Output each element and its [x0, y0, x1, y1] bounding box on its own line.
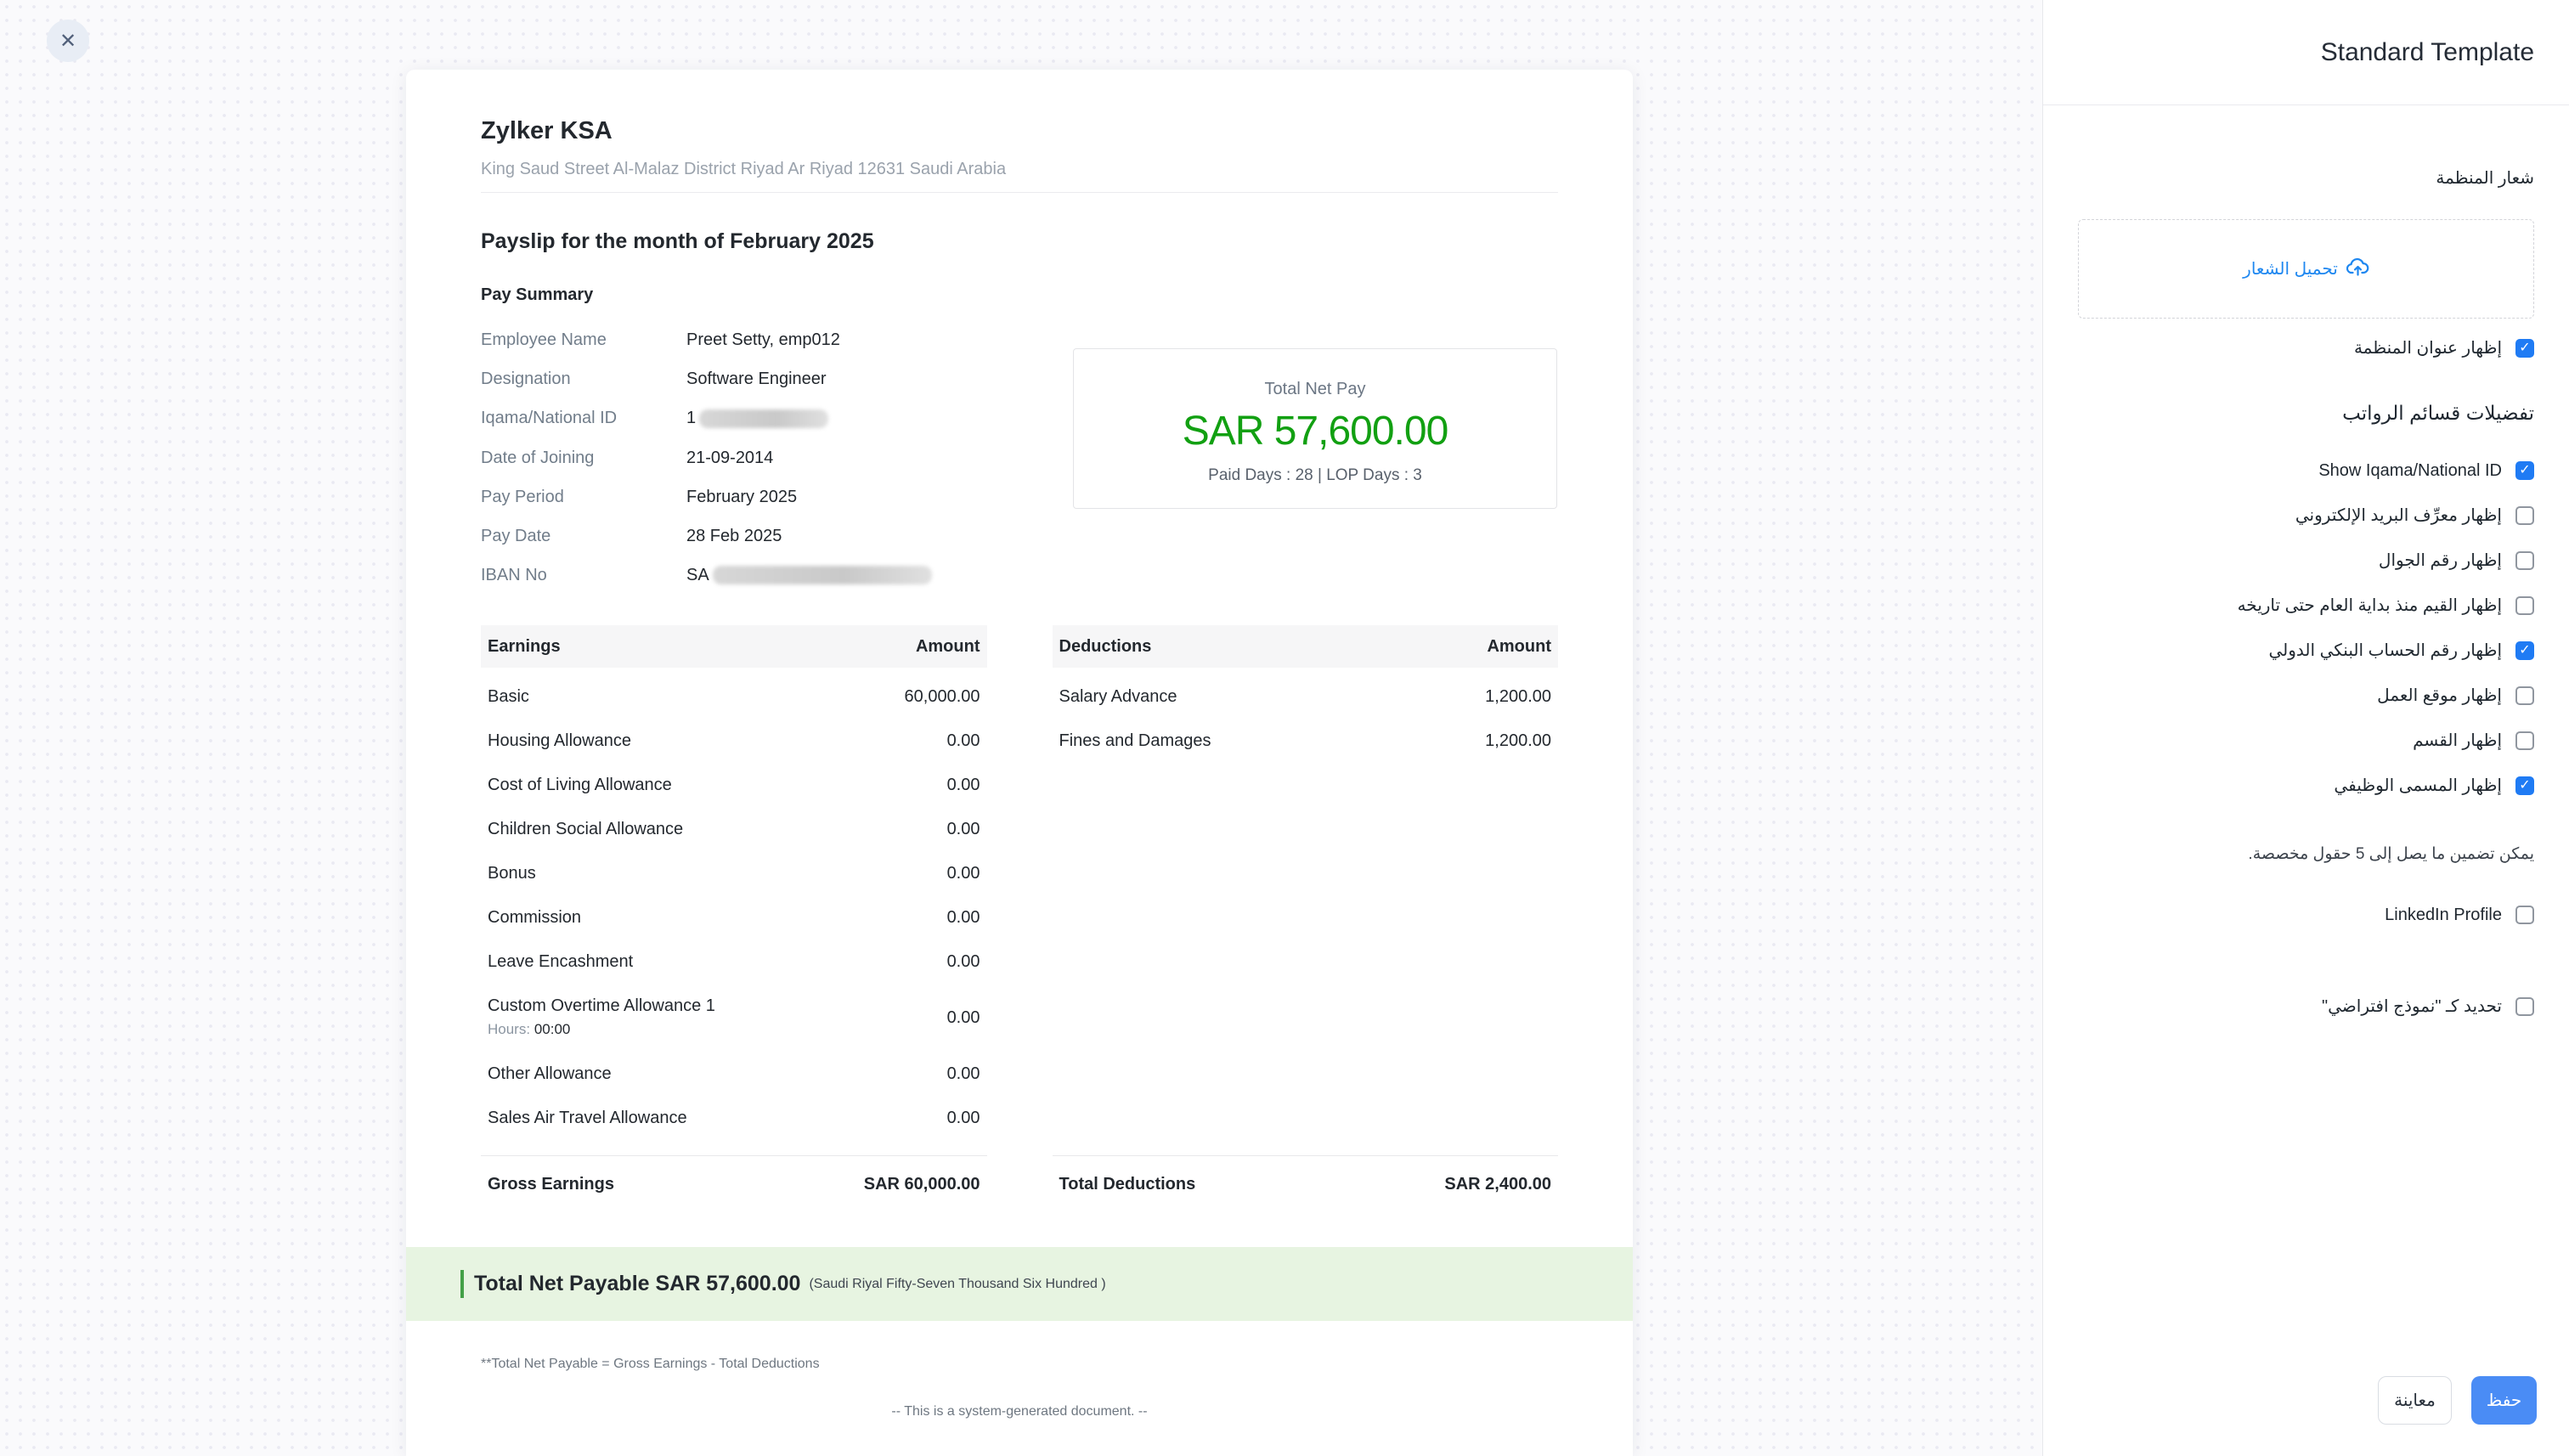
earning-name: Basic	[488, 687, 529, 707]
option-label: Show Iqama/National ID	[2318, 460, 2502, 480]
earnings-header-amount: Amount	[915, 637, 980, 657]
green-accent-bar	[460, 1270, 464, 1298]
option-label: إظهار المسمى الوظيفي	[2334, 776, 2502, 795]
total-net-pay-label: Total Net Pay	[1264, 380, 1366, 398]
payslip-pref-checkbox[interactable]	[2515, 641, 2534, 660]
earnings-row	[481, 984, 987, 1052]
panel-actions	[2378, 1376, 2537, 1425]
payslip-pref-option	[2078, 448, 2534, 493]
earnings-row	[481, 763, 987, 807]
gross-earnings-row	[481, 1156, 987, 1213]
payslip-pref-option	[2078, 718, 2534, 763]
earning-amount: 0.00	[946, 820, 980, 839]
header-divider	[481, 192, 1558, 193]
summary-label: Iqama/National ID	[481, 409, 618, 427]
summary-label: Employee Name	[481, 330, 607, 349]
payslip-title: Payslip for the month of February 2025	[481, 229, 874, 253]
net-payable-in-words: (Saudi Riyal Fifty-Seven Thousand Six Hundred )	[809, 1276, 1106, 1291]
earnings-row	[481, 851, 987, 895]
total-net-payable-band	[406, 1247, 1633, 1321]
panel-title: Standard Template	[2043, 0, 2569, 105]
deduction-name: Salary Advance	[1059, 687, 1177, 707]
summary-value: 21-09-2014	[686, 448, 774, 467]
earning-name: Housing Allowance	[488, 731, 631, 751]
deductions-table	[1053, 625, 1559, 1213]
deduction-row	[1053, 719, 1559, 763]
pay-summary-row	[481, 527, 1558, 545]
earning-name: Commission	[488, 908, 582, 928]
earning-name: Custom Overtime Allowance 1	[488, 996, 715, 1016]
earning-sub-detail: Hours: 00:00	[488, 1021, 571, 1038]
summary-value: Software Engineer	[686, 370, 827, 388]
summary-label: IBAN No	[481, 565, 547, 584]
paid-lop-days: Paid Days : 28 | LOP Days : 3	[1208, 466, 1422, 484]
summary-value: SA	[686, 566, 932, 585]
earnings-header-title: Earnings	[488, 637, 561, 657]
payslip-preferences-heading: تفضيلات قسائم الرواتب	[2342, 402, 2534, 424]
gross-earnings-amount: SAR 60,000.00	[863, 1175, 980, 1194]
earnings-table	[481, 625, 987, 1213]
payslip-preview-card	[406, 70, 1633, 1456]
payslip-pref-checkbox[interactable]	[2515, 731, 2534, 750]
earnings-row	[481, 1096, 987, 1140]
system-generated-note: -- This is a system-generated document. --	[891, 1404, 1148, 1419]
option-label: إظهار رقم الجوال	[2378, 550, 2502, 570]
total-deductions-row	[1053, 1156, 1559, 1213]
default-template-option	[2078, 988, 2534, 1025]
payslip-pref-option	[2078, 493, 2534, 538]
net-payable-footnote: **Total Net Payable = Gross Earnings - Total Deductions	[481, 1357, 820, 1372]
earnings-row	[481, 895, 987, 940]
earning-amount: 0.00	[946, 952, 980, 972]
summary-value: 28 Feb 2025	[686, 526, 782, 545]
payslip-pref-option	[2078, 583, 2534, 628]
logo-upload-dropzone[interactable]	[2078, 219, 2534, 319]
upload-logo-label: تحميل الشعار	[2243, 260, 2338, 279]
payslip-pref-checkbox[interactable]	[2515, 551, 2534, 570]
earning-name: Bonus	[488, 864, 536, 883]
close-button[interactable]	[47, 20, 89, 62]
net-payable-label: Total Net Payable	[474, 1272, 650, 1296]
show-org-address-option	[2078, 337, 2534, 359]
earnings-row	[481, 940, 987, 984]
deductions-header-amount: Amount	[1487, 637, 1551, 657]
summary-label: Designation	[481, 370, 571, 388]
deductions-header-title: Deductions	[1059, 637, 1152, 657]
default-template-option-wrap	[2078, 988, 2534, 1025]
payslip-pref-option	[2078, 763, 2534, 808]
payslip-pref-checkbox[interactable]	[2515, 461, 2534, 480]
option-label: إظهار القسم	[2413, 731, 2502, 750]
option-label: تحديد كـ "نموذج افتراضي"	[2322, 997, 2502, 1016]
deduction-name: Fines and Damages	[1059, 731, 1211, 751]
total-deductions-label: Total Deductions	[1059, 1175, 1196, 1194]
linkedin-profile-option	[2078, 896, 2534, 934]
payslip-pref-checkbox[interactable]	[2515, 506, 2534, 525]
earning-amount: 0.00	[946, 1109, 980, 1128]
earnings-row	[481, 807, 987, 851]
deduction-row	[1053, 674, 1559, 719]
template-settings-panel	[2042, 0, 2569, 1456]
earnings-row	[481, 1052, 987, 1096]
redacted-value	[699, 409, 828, 428]
earnings-deductions-tables	[481, 625, 1558, 1213]
option-label: إظهار موقع العمل	[2377, 686, 2502, 705]
option-label: LinkedIn Profile	[2385, 906, 2502, 924]
earning-name: Other Allowance	[488, 1064, 612, 1084]
option-label: إظهار القيم منذ بداية العام حتى تاريخه	[2237, 595, 2502, 615]
linkedin-option-wrap	[2078, 896, 2534, 934]
save-button[interactable]: حفظ	[2471, 1376, 2537, 1425]
company-address: King Saud Street Al-Malaz District Riyad Ar Riyad 12631 Saudi Arabia	[481, 160, 1007, 178]
redacted-value	[713, 566, 932, 584]
summary-label: Date of Joining	[481, 448, 595, 467]
earning-name: Sales Air Travel Allowance	[488, 1109, 687, 1128]
earning-name: Children Social Allowance	[488, 820, 684, 839]
org-logo-label: شعار المنظمة	[2436, 169, 2534, 188]
summary-value: Preet Setty, emp012	[686, 330, 840, 349]
summary-value: February 2025	[686, 487, 798, 506]
earnings-header	[481, 625, 987, 668]
earning-name: Leave Encashment	[488, 952, 634, 972]
preview-button[interactable]: معاينة	[2378, 1376, 2452, 1425]
earning-amount: 0.00	[946, 908, 980, 928]
payslip-pref-option	[2078, 538, 2534, 583]
company-name: Zylker KSA	[481, 117, 613, 144]
deductions-header	[1053, 625, 1559, 668]
summary-value: 1	[686, 409, 828, 428]
payslip-preferences-list	[2078, 448, 2534, 808]
close-icon: ✕	[59, 29, 77, 53]
payslip-pref-option	[2078, 673, 2534, 718]
gross-earnings-label: Gross Earnings	[488, 1175, 614, 1194]
pay-summary-heading: Pay Summary	[481, 285, 594, 304]
deductions-rows	[1053, 674, 1559, 763]
earning-amount: 0.00	[946, 864, 980, 883]
org-address-option-wrap	[2078, 337, 2534, 375]
earning-name: Cost of Living Allowance	[488, 776, 672, 795]
payslip-pref-checkbox[interactable]	[2515, 596, 2534, 615]
deduction-amount: 1,200.00	[1485, 731, 1551, 751]
earning-amount: 0.00	[946, 1064, 980, 1084]
summary-label: Pay Date	[481, 526, 551, 545]
custom-fields-note: يمكن تضمين ما يصل إلى 5 حقول مخصصة.	[2248, 845, 2534, 863]
pay-summary-row	[481, 566, 1558, 585]
show-org-address-checkbox[interactable]	[2515, 339, 2534, 358]
earning-amount: 60,000.00	[904, 687, 980, 707]
payslip-pref-checkbox[interactable]	[2515, 776, 2534, 795]
earnings-row	[481, 674, 987, 719]
earning-amount: 0.00	[946, 776, 980, 795]
deduction-amount: 1,200.00	[1485, 687, 1551, 707]
upload-logo-link[interactable]	[2243, 257, 2369, 281]
net-payable-amount: SAR 57,600.00	[655, 1272, 801, 1296]
linkedin-profile-checkbox[interactable]	[2515, 906, 2534, 924]
summary-label: Pay Period	[481, 487, 564, 506]
payslip-pref-checkbox[interactable]	[2515, 686, 2534, 705]
total-net-pay-box	[1073, 348, 1557, 509]
option-label: إظهار رقم الحساب البنكي الدولي	[2268, 641, 2502, 660]
earning-amount: 0.00	[946, 731, 980, 751]
pay-summary-row	[481, 330, 1558, 349]
total-net-pay-amount: SAR 57,600.00	[1182, 409, 1448, 454]
option-label: إظهار معرِّف البريد الإلكتروني	[2295, 505, 2502, 525]
earnings-rows	[481, 674, 987, 1140]
default-template-checkbox[interactable]	[2515, 997, 2534, 1016]
earning-amount: 0.00	[946, 1008, 980, 1028]
payslip-pref-option	[2078, 628, 2534, 673]
earnings-row	[481, 719, 987, 763]
total-deductions-amount: SAR 2,400.00	[1444, 1175, 1551, 1194]
option-label: إظهار عنوان المنظمة	[2353, 339, 2502, 358]
cloud-upload-icon	[2346, 257, 2369, 281]
